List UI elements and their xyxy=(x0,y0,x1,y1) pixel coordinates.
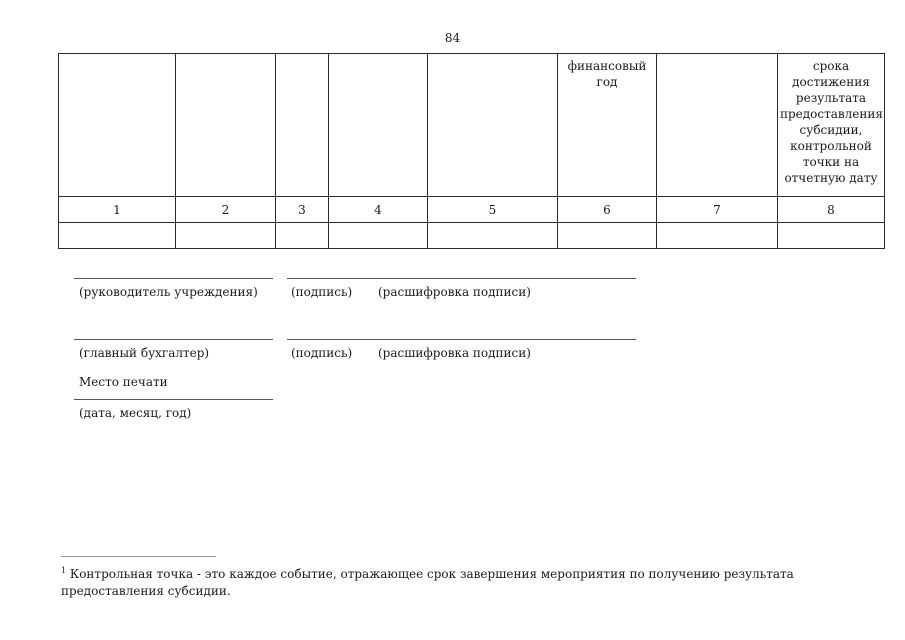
header-cell-7 xyxy=(657,54,778,197)
column-number-8: 8 xyxy=(778,197,885,223)
column-number-5: 5 xyxy=(428,197,558,223)
accountant-signature-decoding-line xyxy=(287,339,636,340)
data-cell xyxy=(329,223,428,249)
data-cell xyxy=(657,223,778,249)
header-cell-5 xyxy=(428,54,558,197)
header-cell-1 xyxy=(59,54,176,197)
signature-decoding-caption: (расшифровка подписи) xyxy=(378,346,531,360)
column-number-1: 1 xyxy=(59,197,176,223)
column-number-3: 3 xyxy=(276,197,329,223)
header-cell-6: финансовый год xyxy=(558,54,657,197)
chief-accountant-caption: (главный бухгалтер) xyxy=(79,346,210,360)
data-cell xyxy=(59,223,176,249)
page-number: 84 xyxy=(444,31,461,45)
footnote xyxy=(61,562,861,600)
date-caption: (дата, месяц, год) xyxy=(79,406,192,420)
column-number-2: 2 xyxy=(176,197,276,223)
head-signature-line xyxy=(74,278,273,279)
head-of-institution-caption: (руководитель учреждения) xyxy=(79,285,258,299)
signature-caption: (подпись) xyxy=(291,285,353,299)
data-cell xyxy=(558,223,657,249)
header-cell-3 xyxy=(276,54,329,197)
column-number-7: 7 xyxy=(657,197,778,223)
footnote-text: Контрольная точка - это каждое событие, отражающее срок завершения мероприятия по получению результата предоставления субсидии. xyxy=(61,567,794,598)
data-cell xyxy=(778,223,885,249)
table-data-row xyxy=(59,223,885,249)
data-cell xyxy=(176,223,276,249)
footnote-marker: 1 xyxy=(61,566,67,575)
column-number-row xyxy=(59,197,885,223)
head-signature-decoding-line xyxy=(287,278,636,279)
header-cell-2 xyxy=(176,54,276,197)
data-cell xyxy=(428,223,558,249)
header-cell-8: срока достижения результата предоставления субсидии, контрольной точки на отчетную дату xyxy=(778,54,885,197)
report-table xyxy=(58,53,885,249)
date-line xyxy=(74,399,273,400)
header-cell-4 xyxy=(329,54,428,197)
column-number-4: 4 xyxy=(329,197,428,223)
data-cell xyxy=(276,223,329,249)
accountant-signature-line xyxy=(74,339,273,340)
table-header-row xyxy=(59,54,885,197)
signature-caption: (подпись) xyxy=(291,346,353,360)
footnote-separator xyxy=(61,556,216,557)
seal-place-label: Место печати xyxy=(79,375,168,389)
column-number-6: 6 xyxy=(558,197,657,223)
signature-decoding-caption: (расшифровка подписи) xyxy=(378,285,531,299)
